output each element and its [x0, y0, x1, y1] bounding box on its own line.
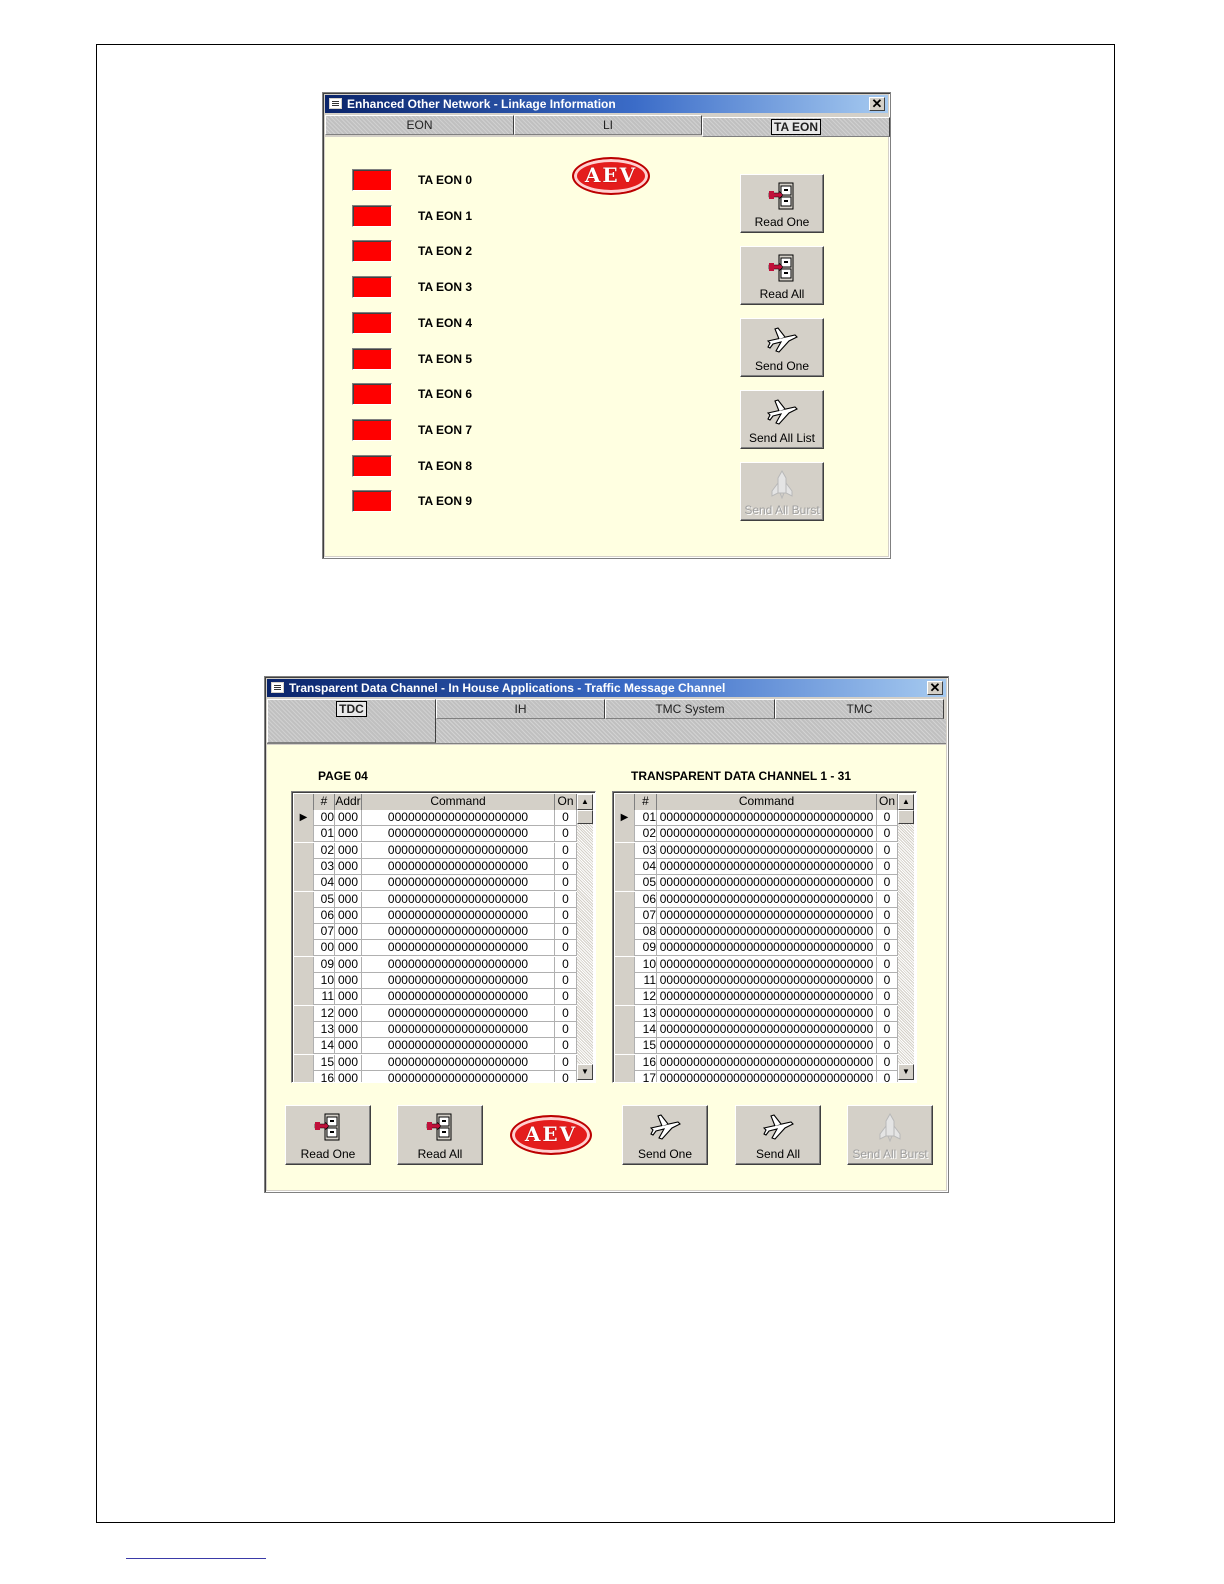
table-row[interactable]	[615, 859, 898, 875]
table-row[interactable]	[294, 1071, 577, 1083]
cell-on[interactable]: 0	[555, 810, 577, 826]
table-row[interactable]	[294, 973, 577, 989]
cell-command[interactable]: 00000000000000000000000000000000	[657, 973, 877, 989]
cell-num[interactable]: 03	[314, 859, 335, 875]
row-selector[interactable]	[294, 826, 314, 842]
row-selector[interactable]	[615, 908, 635, 924]
cell-on[interactable]: 0	[877, 1071, 898, 1083]
send-all-button[interactable]	[735, 1105, 821, 1165]
table-row[interactable]	[294, 908, 577, 924]
tdc-left-grid[interactable]	[291, 791, 596, 1083]
eon-window	[322, 92, 891, 559]
tab-ta-eon[interactable]: TA EON	[702, 117, 890, 137]
cell-on[interactable]: 0	[555, 989, 577, 1005]
tdc-right-grid[interactable]	[612, 791, 917, 1083]
table-row[interactable]	[294, 940, 577, 956]
tdc-window-title: Transparent Data Channel - In House Applications - Traffic Message Channel	[289, 681, 726, 695]
table-row[interactable]	[615, 940, 898, 956]
scroll-up-icon[interactable]: ▲	[898, 794, 914, 810]
cell-command[interactable]: 000000000000000000000	[362, 843, 555, 859]
cell-num[interactable]: 07	[314, 924, 335, 940]
button-label: Send One	[637, 1147, 693, 1161]
row-selector[interactable]	[294, 1006, 314, 1022]
cell-command[interactable]: 000000000000000000000	[362, 957, 555, 973]
row-selector[interactable]	[294, 1055, 314, 1071]
cell-num[interactable]: 12	[314, 1006, 335, 1022]
ta-eon-indicator	[352, 169, 392, 191]
ta-eon-indicator	[352, 276, 392, 298]
cell-command[interactable]: 000000000000000000000	[362, 973, 555, 989]
table-row[interactable]	[615, 875, 898, 891]
ta-eon-indicator	[352, 455, 392, 477]
cell-on[interactable]: 0	[877, 843, 898, 859]
cell-addr[interactable]: 000	[335, 989, 362, 1005]
button-label: Read All	[759, 287, 805, 301]
table-row[interactable]	[615, 973, 898, 989]
row-selector[interactable]	[615, 940, 635, 956]
row-selector[interactable]	[294, 989, 314, 1005]
cell-on[interactable]: 0	[555, 892, 577, 908]
cell-num[interactable]: 03	[635, 843, 657, 859]
window-icon	[271, 682, 284, 693]
tdc-titlebar[interactable]	[267, 679, 946, 697]
tab-li[interactable]: LI	[514, 115, 702, 135]
cell-command[interactable]: 00000000000000000000000000000000	[657, 1055, 877, 1071]
table-row[interactable]	[294, 1006, 577, 1022]
ta-eon-label: TA EON 5	[418, 351, 473, 366]
current-row-arrow-icon[interactable]: ▶	[615, 810, 635, 826]
cell-on[interactable]: 0	[555, 1071, 577, 1083]
row-selector[interactable]	[615, 973, 635, 989]
cell-on[interactable]: 0	[877, 1055, 898, 1071]
airplane-icon	[761, 1112, 795, 1142]
ta-eon-indicator	[352, 205, 392, 227]
cell-num[interactable]: 10	[635, 957, 657, 973]
read-one-button[interactable]	[285, 1105, 371, 1165]
button-label: Read All	[417, 1147, 463, 1161]
cell-command[interactable]: 00000000000000000000000000000000	[657, 892, 877, 908]
cell-command[interactable]: 000000000000000000000	[362, 989, 555, 1005]
table-row[interactable]	[615, 957, 898, 973]
ta-eon-indicator	[352, 240, 392, 262]
scroll-down-icon[interactable]: ▼	[577, 1064, 593, 1080]
ta-eon-label: TA EON 3	[418, 280, 473, 295]
cell-command[interactable]: 00000000000000000000000000000000	[657, 1022, 877, 1038]
channel-label: TRANSPARENT DATA CHANNEL 1 - 31	[631, 769, 852, 783]
cell-command[interactable]: 00000000000000000000000000000000	[657, 810, 877, 826]
cell-command[interactable]: 00000000000000000000000000000000	[657, 1071, 877, 1083]
tdc-content-panel	[267, 745, 946, 1190]
cell-on[interactable]: 0	[877, 1022, 898, 1038]
row-selector[interactable]	[294, 859, 314, 875]
row-selector[interactable]	[294, 940, 314, 956]
cell-num[interactable]: 16	[314, 1071, 335, 1083]
cell-on[interactable]: 0	[555, 924, 577, 940]
cell-addr[interactable]: 000	[335, 973, 362, 989]
cell-addr[interactable]: 000	[335, 1055, 362, 1071]
airplane-icon	[648, 1112, 682, 1142]
cell-on[interactable]: 0	[555, 908, 577, 924]
row-selector[interactable]	[615, 875, 635, 891]
cell-on[interactable]: 0	[877, 908, 898, 924]
row-selector[interactable]	[615, 1071, 635, 1083]
read-all-button[interactable]	[397, 1105, 483, 1165]
button-label: Send All	[755, 1147, 801, 1161]
ta-eon-label: TA EON 4	[418, 315, 473, 330]
table-row[interactable]	[615, 1022, 898, 1038]
cell-command[interactable]: 000000000000000000000	[362, 908, 555, 924]
cell-num[interactable]: 14	[314, 1038, 335, 1054]
row-selector-header	[615, 794, 635, 810]
cell-num[interactable]: 16	[635, 1055, 657, 1071]
file-cabinet-icon	[765, 253, 799, 283]
cell-addr[interactable]: 000	[335, 1071, 362, 1083]
cell-on[interactable]: 0	[555, 826, 577, 842]
cell-command[interactable]: 000000000000000000000	[362, 892, 555, 908]
ta-eon-indicator	[352, 312, 392, 334]
cell-on[interactable]: 0	[877, 875, 898, 891]
table-row[interactable]	[294, 957, 577, 973]
row-selector[interactable]	[615, 924, 635, 940]
send-one-button[interactable]	[740, 318, 824, 377]
table-row[interactable]	[294, 843, 577, 859]
column-header-command[interactable]: Command	[362, 794, 555, 810]
row-selector[interactable]	[615, 1006, 635, 1022]
cell-num[interactable]: 13	[314, 1022, 335, 1038]
tab-tmc-system[interactable]: TMC System	[605, 699, 775, 719]
cell-command[interactable]: 00000000000000000000000000000000	[657, 908, 877, 924]
cell-addr[interactable]: 000	[335, 908, 362, 924]
cell-on[interactable]: 0	[555, 859, 577, 875]
row-selector[interactable]	[294, 1071, 314, 1083]
row-selector[interactable]	[615, 989, 635, 1005]
table-row[interactable]	[294, 1038, 577, 1054]
cell-addr[interactable]: 000	[335, 957, 362, 973]
cell-on[interactable]: 0	[877, 859, 898, 875]
button-label: Send All List	[748, 431, 816, 445]
cell-on[interactable]: 0	[877, 826, 898, 842]
cell-on[interactable]: 0	[877, 973, 898, 989]
row-selector[interactable]	[294, 843, 314, 859]
cell-on[interactable]: 0	[877, 810, 898, 826]
ta-eon-indicator	[352, 419, 392, 441]
cell-num[interactable]: 01	[635, 810, 657, 826]
cell-command[interactable]: 000000000000000000000	[362, 924, 555, 940]
column-header-on[interactable]: On	[555, 794, 577, 810]
column-header-addr[interactable]: Addr	[335, 794, 361, 808]
row-selector[interactable]	[294, 908, 314, 924]
cell-num[interactable]: 08	[635, 924, 657, 940]
cell-command[interactable]: 000000000000000000000	[362, 859, 555, 875]
cell-addr[interactable]: 000	[335, 875, 362, 891]
cell-on[interactable]: 0	[555, 1006, 577, 1022]
cell-addr[interactable]: 000	[335, 1022, 362, 1038]
row-selector[interactable]	[294, 892, 314, 908]
cell-command[interactable]: 00000000000000000000000000000000	[657, 875, 877, 891]
cell-num[interactable]: 05	[635, 875, 657, 891]
window-icon	[329, 98, 342, 109]
cell-num[interactable]: 07	[635, 908, 657, 924]
row-selector[interactable]	[294, 973, 314, 989]
table-row[interactable]	[615, 826, 898, 842]
cell-num[interactable]: 02	[314, 843, 335, 859]
button-label: Send All Burst	[744, 503, 820, 517]
airplane-icon	[765, 397, 799, 427]
cell-num[interactable]: 04	[635, 859, 657, 875]
cell-num[interactable]: 15	[314, 1055, 335, 1071]
cell-num[interactable]: 10	[314, 973, 335, 989]
cell-command[interactable]: 000000000000000000000	[362, 940, 555, 956]
row-selector[interactable]	[615, 826, 635, 842]
button-label: Read One	[300, 1147, 356, 1161]
ta-eon-label: TA EON 9	[418, 494, 473, 509]
cell-on[interactable]: 0	[877, 1038, 898, 1054]
table-row[interactable]	[294, 875, 577, 891]
cell-num[interactable]: 12	[635, 989, 657, 1005]
cell-num[interactable]: 06	[314, 908, 335, 924]
cell-num[interactable]: 06	[635, 892, 657, 908]
cell-num[interactable]: 17	[635, 1071, 657, 1083]
send-all-burst-button	[740, 462, 824, 521]
tab-ih[interactable]: IH	[436, 699, 605, 719]
airplane-icon	[765, 325, 799, 355]
row-selector[interactable]	[615, 1038, 635, 1054]
cell-num[interactable]: 00	[314, 810, 335, 826]
tab-tdc[interactable]: TDC	[267, 699, 436, 743]
scroll-thumb[interactable]	[577, 810, 593, 824]
ta-eon-indicator	[352, 490, 392, 512]
scroll-down-icon[interactable]: ▼	[898, 1064, 914, 1080]
scroll-up-icon[interactable]: ▲	[577, 794, 593, 810]
cell-num[interactable]: 01	[314, 826, 335, 842]
cell-command[interactable]: 00000000000000000000000000000000	[657, 843, 877, 859]
cell-num[interactable]: 09	[635, 940, 657, 956]
ta-eon-label: TA EON 2	[418, 244, 473, 259]
cell-on[interactable]: 0	[555, 940, 577, 956]
file-cabinet-icon	[765, 181, 799, 211]
table-row[interactable]	[294, 859, 577, 875]
grid-header-row	[294, 794, 577, 810]
row-selector[interactable]	[615, 1055, 635, 1071]
eon-content-panel	[325, 137, 888, 556]
button-label: Send One	[754, 359, 810, 373]
send-all-list-button[interactable]	[740, 390, 824, 449]
cell-command[interactable]: 00000000000000000000000000000000	[657, 859, 877, 875]
table-row[interactable]	[615, 843, 898, 859]
send-one-button[interactable]	[622, 1105, 708, 1165]
cell-on[interactable]: 0	[555, 843, 577, 859]
cell-command[interactable]: 00000000000000000000000000000000	[657, 826, 877, 842]
cell-command[interactable]: 000000000000000000000	[362, 826, 555, 842]
tdc-window	[264, 676, 949, 1193]
cell-num[interactable]: 00	[314, 940, 335, 956]
table-row[interactable]	[615, 1071, 898, 1083]
row-selector[interactable]	[615, 1022, 635, 1038]
cell-num[interactable]: 14	[635, 1022, 657, 1038]
cell-addr[interactable]: 000	[335, 892, 362, 908]
scroll-thumb[interactable]	[898, 810, 914, 824]
current-row-arrow-icon[interactable]: ▶	[294, 810, 314, 826]
right-grid-scrollbar[interactable]	[898, 794, 914, 1080]
cell-command[interactable]: 000000000000000000000	[362, 875, 555, 891]
cell-on[interactable]: 0	[555, 875, 577, 891]
cell-command[interactable]: 000000000000000000000	[362, 1071, 555, 1083]
cell-command[interactable]: 000000000000000000000	[362, 810, 555, 826]
close-icon[interactable]: ✕	[927, 681, 943, 695]
table-row[interactable]	[615, 892, 898, 908]
cell-addr[interactable]: 000	[335, 810, 362, 826]
eon-window-title: Enhanced Other Network - Linkage Information	[347, 97, 616, 111]
cell-on[interactable]: 0	[555, 1038, 577, 1054]
cell-addr[interactable]: 000	[335, 826, 362, 842]
read-one-button[interactable]	[740, 174, 824, 233]
tdc-tab-strip	[267, 699, 946, 743]
ta-eon-indicator	[352, 348, 392, 370]
tab-tmc[interactable]: TMC	[775, 699, 944, 719]
cell-num[interactable]: 13	[635, 1006, 657, 1022]
row-selector-header	[294, 794, 314, 810]
cell-num[interactable]: 02	[635, 826, 657, 842]
cell-addr[interactable]: 000	[335, 1038, 362, 1054]
table-row[interactable]	[615, 989, 898, 1005]
cell-command[interactable]: 00000000000000000000000000000000	[657, 1038, 877, 1054]
table-row[interactable]	[294, 989, 577, 1005]
ta-eon-label: TA EON 0	[418, 173, 473, 187]
cell-on[interactable]: 0	[877, 957, 898, 973]
cell-num[interactable]: 11	[314, 989, 335, 1005]
ta-eon-label: TA EON 1	[418, 208, 473, 223]
close-icon[interactable]: ✕	[869, 97, 885, 111]
left-grid-scrollbar[interactable]	[577, 794, 593, 1080]
table-row[interactable]	[294, 1055, 577, 1071]
tab-eon[interactable]: EON	[325, 115, 514, 135]
cell-num[interactable]: 15	[635, 1038, 657, 1054]
cell-command[interactable]: 000000000000000000000	[362, 1022, 555, 1038]
cell-addr[interactable]: 000	[335, 924, 362, 940]
ta-eon-label: TA EON 7	[418, 422, 473, 437]
cell-on[interactable]: 0	[877, 924, 898, 940]
column-header-command[interactable]: Command	[657, 794, 877, 810]
table-row[interactable]	[294, 826, 577, 842]
read-all-button[interactable]	[740, 246, 824, 305]
row-selector[interactable]	[294, 924, 314, 940]
eon-titlebar[interactable]	[325, 95, 888, 113]
cell-command[interactable]: 000000000000000000000	[362, 1006, 555, 1022]
cell-on[interactable]: 0	[555, 1055, 577, 1071]
cell-command[interactable]: 00000000000000000000000000000000	[657, 924, 877, 940]
aev-logo: AEV	[510, 1115, 592, 1155]
table-row[interactable]	[615, 810, 898, 826]
cell-on[interactable]: 0	[877, 892, 898, 908]
cell-on[interactable]: 0	[877, 989, 898, 1005]
row-selector[interactable]	[294, 957, 314, 973]
button-label: Read One	[754, 215, 810, 229]
cell-num[interactable]: 05	[314, 892, 335, 908]
cell-command[interactable]: 00000000000000000000000000000000	[657, 940, 877, 956]
ta-eon-label: TA EON 6	[418, 387, 473, 402]
footnote-rule	[126, 1558, 266, 1559]
eon-tab-strip	[325, 115, 888, 135]
table-row[interactable]	[615, 1006, 898, 1022]
row-selector[interactable]	[615, 957, 635, 973]
column-header-num[interactable]: #	[314, 794, 335, 810]
cell-on[interactable]: 0	[555, 957, 577, 973]
table-row[interactable]	[294, 810, 577, 826]
button-label: Send All Burst	[852, 1147, 928, 1161]
table-row[interactable]	[615, 908, 898, 924]
ta-eon-indicator	[352, 383, 392, 405]
file-cabinet-icon	[423, 1112, 457, 1142]
cell-on[interactable]: 0	[877, 1006, 898, 1022]
row-selector[interactable]	[615, 859, 635, 875]
cell-addr[interactable]: 000	[335, 1006, 362, 1022]
row-selector[interactable]	[294, 875, 314, 891]
cell-on[interactable]: 0	[555, 973, 577, 989]
table-row[interactable]	[294, 892, 577, 908]
page-label: PAGE 04	[318, 769, 368, 783]
row-selector[interactable]	[294, 1022, 314, 1038]
table-row[interactable]	[294, 924, 577, 940]
table-row[interactable]	[615, 924, 898, 940]
ta-eon-label: TA EON 8	[418, 458, 473, 473]
cell-command[interactable]: 00000000000000000000000000000000	[657, 957, 877, 973]
cell-on[interactable]: 0	[555, 1022, 577, 1038]
cell-addr[interactable]: 000	[335, 859, 362, 875]
cell-num[interactable]: 09	[314, 957, 335, 973]
aev-logo: AEV	[572, 157, 650, 195]
grid-header-row	[615, 794, 898, 810]
file-cabinet-icon	[311, 1112, 345, 1142]
table-row[interactable]	[615, 1038, 898, 1054]
cell-command[interactable]: 000000000000000000000	[362, 1038, 555, 1054]
rocket-icon	[765, 469, 799, 499]
row-selector[interactable]	[294, 1038, 314, 1054]
row-selector[interactable]	[615, 892, 635, 908]
column-header-on[interactable]: On	[877, 794, 898, 810]
cell-command[interactable]: 00000000000000000000000000000000	[657, 989, 877, 1005]
cell-on[interactable]: 0	[877, 940, 898, 956]
cell-addr[interactable]: 000	[335, 940, 362, 956]
send-all-burst-button	[847, 1105, 933, 1165]
cell-addr[interactable]: 000	[335, 843, 362, 859]
table-row[interactable]	[615, 1055, 898, 1071]
table-row[interactable]	[294, 1022, 577, 1038]
row-selector[interactable]	[615, 843, 635, 859]
cell-num[interactable]: 04	[314, 875, 335, 891]
cell-num[interactable]: 11	[635, 973, 657, 989]
rocket-icon	[873, 1112, 907, 1142]
cell-command[interactable]: 000000000000000000000	[362, 1055, 555, 1071]
cell-command[interactable]: 00000000000000000000000000000000	[657, 1006, 877, 1022]
column-header-num[interactable]: #	[635, 794, 657, 810]
